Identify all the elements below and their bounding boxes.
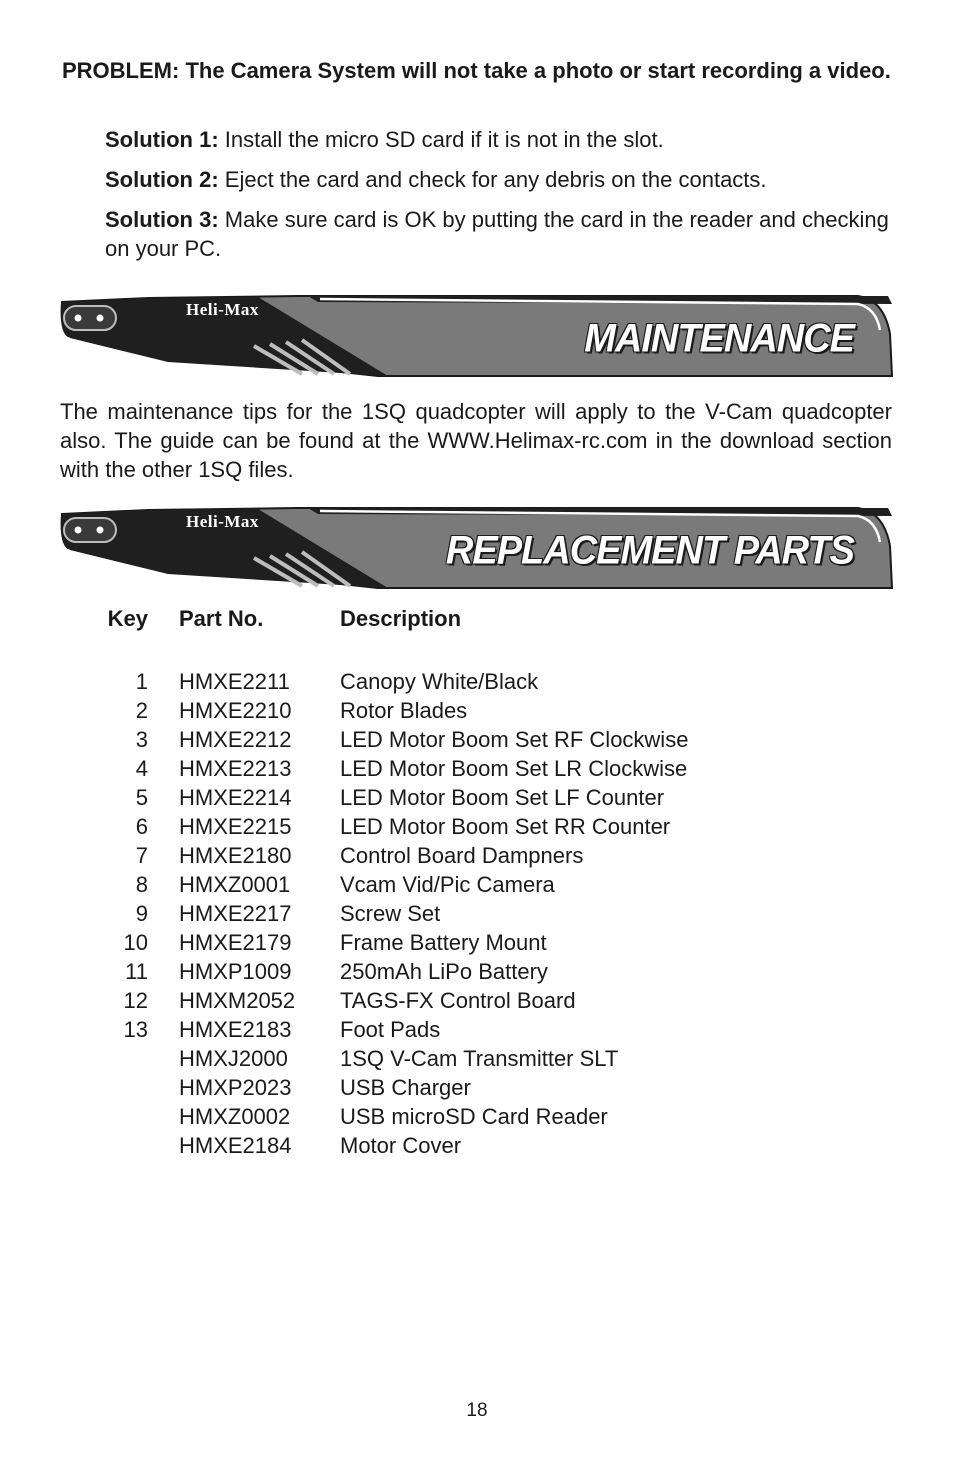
part-key: 12	[123, 988, 148, 1013]
part-number: HMXJ2000	[179, 1046, 288, 1071]
problem-label: PROBLEM:	[62, 58, 180, 83]
table-row	[92, 754, 760, 783]
part-number: HMXE2217	[179, 901, 292, 926]
part-number: HMXE2211	[179, 669, 290, 694]
solution-label: Solution 2:	[105, 167, 219, 192]
solution-label: Solution 3:	[105, 207, 219, 232]
part-description: Control Board Dampners	[340, 843, 584, 868]
part-key: 7	[135, 843, 148, 868]
part-description: Motor Cover	[340, 1133, 462, 1158]
maintenance-banner	[58, 294, 894, 378]
parts-table-body	[92, 667, 760, 1160]
table-row	[92, 1015, 760, 1044]
part-number: HMXE2215	[179, 814, 292, 839]
section-heading-maintenance: MAINTENANCE	[584, 316, 854, 362]
part-description: LED Motor Boom Set LR Clockwise	[340, 756, 688, 781]
solution-text: Make sure card is OK by putting the card in the reader and checking on your PC.	[105, 207, 889, 261]
part-number: HMXE2183	[179, 1017, 292, 1042]
heli-max-logo: Heli-Max	[186, 512, 259, 531]
part-key: 9	[135, 901, 148, 926]
table-header-row	[92, 606, 760, 638]
part-description: USB microSD Card Reader	[340, 1104, 608, 1129]
replacement-parts-banner	[58, 506, 894, 590]
solution-text: Eject the card and check for any debris on the contacts.	[224, 167, 767, 192]
part-description: LED Motor Boom Set RR Counter	[340, 814, 671, 839]
solution-3	[105, 205, 905, 263]
table-row	[92, 783, 760, 812]
part-description: Frame Battery Mount	[340, 930, 547, 955]
part-key: 6	[135, 814, 148, 839]
part-number: HMXE2212	[179, 727, 292, 752]
part-number: HMXE2179	[179, 930, 292, 955]
parts-table	[92, 606, 760, 1160]
part-description: TAGS-FX Control Board	[340, 988, 576, 1013]
solution-text: Install the micro SD card if it is not in the slot.	[224, 127, 664, 152]
maintenance-paragraph: The maintenance tips for the 1SQ quadcopter will apply to the V-Cam quadcopter also. The guide can be found at the WWW.Helimax-rc.com in the download section with the other 1SQ files.	[60, 399, 892, 482]
part-key: 11	[125, 959, 148, 984]
part-description: 1SQ V-Cam Transmitter SLT	[340, 1046, 619, 1071]
part-key: 1	[135, 669, 148, 694]
part-description: USB Charger	[340, 1075, 471, 1100]
table-row	[92, 696, 760, 725]
part-number: HMXE2184	[179, 1133, 292, 1158]
table-row	[92, 841, 760, 870]
table-row	[92, 1102, 760, 1131]
part-number: HMXE2214	[179, 785, 292, 810]
column-header-description: Description	[340, 606, 462, 631]
table-row	[92, 928, 760, 957]
part-key: 2	[135, 698, 148, 723]
part-key: 13	[123, 1017, 148, 1042]
solution-label: Solution 1:	[105, 127, 219, 152]
column-header-key: Key	[107, 606, 148, 631]
part-key: 3	[135, 727, 148, 752]
part-key: 10	[123, 930, 148, 955]
part-number: HMXE2180	[179, 843, 292, 868]
column-header-part-no: Part No.	[179, 606, 264, 631]
solution-2	[105, 165, 905, 194]
page-number: 18	[466, 1400, 488, 1421]
table-row	[92, 812, 760, 841]
table-row	[92, 986, 760, 1015]
part-description: Screw Set	[340, 901, 441, 926]
part-key	[92, 1131, 148, 1160]
part-number: HMXP2023	[179, 1075, 292, 1100]
part-description: LED Motor Boom Set LF Counter	[340, 785, 665, 810]
part-description: Rotor Blades	[340, 698, 468, 723]
part-description: Vcam Vid/Pic Camera	[340, 872, 555, 897]
part-description: 250mAh LiPo Battery	[340, 959, 548, 984]
table-row	[92, 899, 760, 928]
part-key	[92, 1044, 148, 1073]
part-key: 5	[135, 785, 148, 810]
table-row	[92, 957, 760, 986]
part-description: LED Motor Boom Set RF Clockwise	[340, 727, 689, 752]
part-number: HMXE2213	[179, 756, 292, 781]
part-number: HMXP1009	[179, 959, 292, 984]
section-heading-replacement-parts: REPLACEMENT PARTS	[445, 528, 854, 574]
part-description: Foot Pads	[340, 1017, 441, 1042]
part-number: HMXE2210	[179, 698, 292, 723]
table-row	[92, 1131, 760, 1160]
part-key: 8	[135, 872, 148, 897]
part-key: 4	[135, 756, 148, 781]
part-key	[92, 1073, 148, 1102]
table-row	[92, 667, 760, 696]
part-number: HMXZ0001	[179, 872, 291, 897]
problem-statement	[62, 56, 902, 85]
problem-text: The Camera System will not take a photo or start recording a video.	[185, 58, 891, 83]
table-row	[92, 1044, 760, 1073]
table-row	[92, 1073, 760, 1102]
part-key	[92, 1102, 148, 1131]
part-description: Canopy White/Black	[340, 669, 539, 694]
part-number: HMXZ0002	[179, 1104, 291, 1129]
table-row	[92, 870, 760, 899]
solution-1	[105, 125, 905, 154]
table-row	[92, 725, 760, 754]
heli-max-logo: Heli-Max	[186, 300, 259, 319]
part-number: HMXM2052	[179, 988, 296, 1013]
